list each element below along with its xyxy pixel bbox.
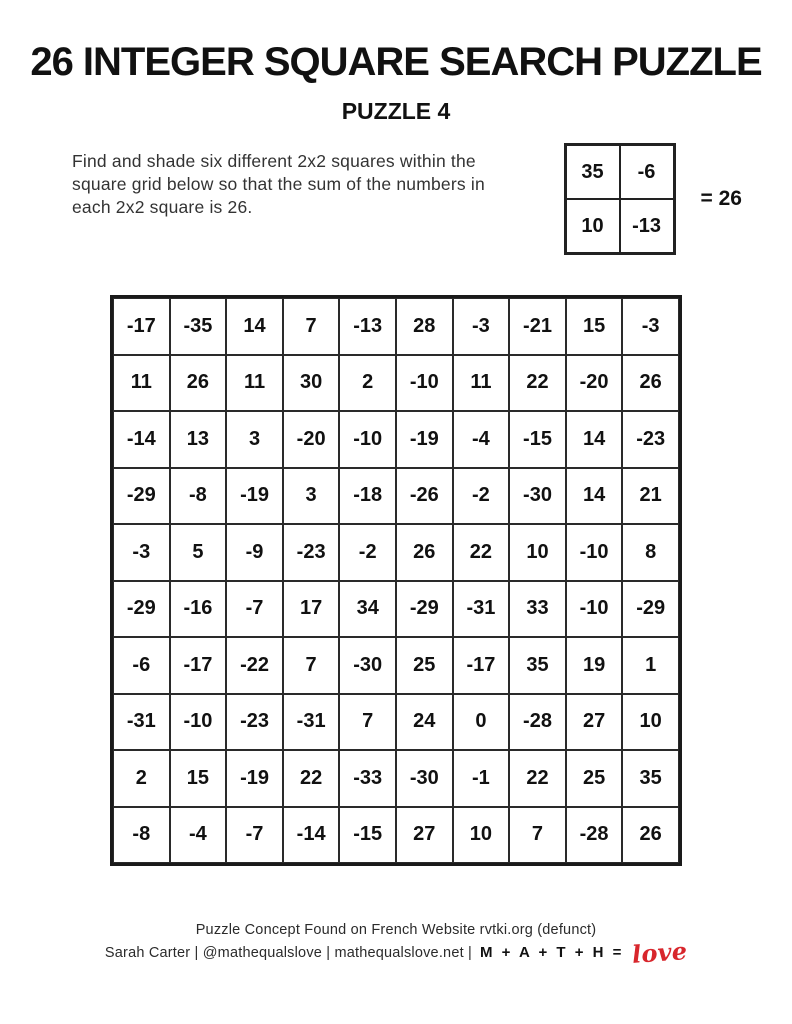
grid-cell[interactable]: -3 [113, 524, 170, 581]
grid-cell[interactable]: -7 [226, 807, 283, 864]
puzzle-grid [110, 295, 682, 866]
grid-cell[interactable]: -23 [226, 694, 283, 751]
grid-cell[interactable]: -15 [339, 807, 396, 864]
grid-cell[interactable]: 11 [226, 355, 283, 412]
grid-cell[interactable]: 35 [622, 750, 679, 807]
grid-cell[interactable]: -23 [283, 524, 340, 581]
grid-cell[interactable]: -31 [113, 694, 170, 751]
grid-cell[interactable]: 1 [622, 637, 679, 694]
grid-cell[interactable]: -13 [339, 298, 396, 355]
grid-cell[interactable]: -28 [566, 807, 623, 864]
grid-cell[interactable]: -20 [566, 355, 623, 412]
grid-cell[interactable]: 33 [509, 581, 566, 638]
grid-cell[interactable]: 35 [509, 637, 566, 694]
grid-cell[interactable]: 0 [453, 694, 510, 751]
grid-cell[interactable]: -1 [453, 750, 510, 807]
grid-cell[interactable]: 14 [226, 298, 283, 355]
example-cell: -6 [620, 145, 674, 199]
grid-cell[interactable]: 11 [453, 355, 510, 412]
grid-cell[interactable]: -26 [396, 468, 453, 525]
grid-cell[interactable]: -17 [170, 637, 227, 694]
grid-cell[interactable]: -35 [170, 298, 227, 355]
grid-cell[interactable]: -14 [113, 411, 170, 468]
grid-cell[interactable]: 25 [566, 750, 623, 807]
grid-cell[interactable]: 7 [283, 637, 340, 694]
grid-cell[interactable]: 15 [170, 750, 227, 807]
grid-cell[interactable]: -10 [566, 524, 623, 581]
page-title: 26 INTEGER SQUARE SEARCH PUZZLE [30, 40, 762, 84]
grid-cell[interactable]: -29 [113, 468, 170, 525]
grid-cell[interactable]: 26 [622, 355, 679, 412]
instructions-text: Find and shade six different 2x2 squares within the square grid below so that the sum of the numbers in each 2x2 square is 26. [72, 151, 485, 217]
grid-cell[interactable]: -14 [283, 807, 340, 864]
grid-cell[interactable]: 24 [396, 694, 453, 751]
grid-cell[interactable]: -29 [622, 581, 679, 638]
grid-cell[interactable]: 5 [170, 524, 227, 581]
grid-cell[interactable]: -10 [170, 694, 227, 751]
grid-cell[interactable]: 10 [622, 694, 679, 751]
grid-cell[interactable]: 8 [622, 524, 679, 581]
grid-cell[interactable]: -2 [339, 524, 396, 581]
grid-cell[interactable]: -20 [283, 411, 340, 468]
grid-cell[interactable]: -29 [396, 581, 453, 638]
grid-cell[interactable]: -15 [509, 411, 566, 468]
grid-cell[interactable]: -30 [509, 468, 566, 525]
puzzle-number-subtitle: PUZZLE 4 [341, 98, 451, 124]
grid-cell[interactable]: -19 [226, 750, 283, 807]
grid-cell[interactable]: -10 [396, 355, 453, 412]
grid-cell[interactable]: 7 [509, 807, 566, 864]
footer-concept-credit: Puzzle Concept Found on French Website rvtki.org (defunct) [195, 922, 597, 938]
grid-cell[interactable]: 22 [509, 750, 566, 807]
grid-cell[interactable]: 34 [339, 581, 396, 638]
grid-cell[interactable]: 19 [566, 637, 623, 694]
grid-cell[interactable]: -17 [453, 637, 510, 694]
grid-cell[interactable]: -21 [509, 298, 566, 355]
example-section [564, 143, 742, 255]
grid-cell[interactable]: 27 [566, 694, 623, 751]
grid-cell[interactable]: -28 [509, 694, 566, 751]
grid-cell[interactable]: -16 [170, 581, 227, 638]
grid-cell[interactable]: 26 [170, 355, 227, 412]
grid-cell[interactable]: 7 [339, 694, 396, 751]
grid-cell[interactable]: -22 [226, 637, 283, 694]
grid-cell[interactable]: 30 [283, 355, 340, 412]
grid-cell[interactable]: -10 [566, 581, 623, 638]
example-grid [564, 143, 676, 255]
grid-cell[interactable]: -19 [396, 411, 453, 468]
grid-cell[interactable]: -9 [226, 524, 283, 581]
grid-cell[interactable]: -8 [113, 807, 170, 864]
grid-cell[interactable]: -18 [339, 468, 396, 525]
grid-cell[interactable]: -7 [226, 581, 283, 638]
example-cell: 10 [566, 199, 620, 253]
grid-cell[interactable]: -4 [170, 807, 227, 864]
example-cell: -13 [620, 199, 674, 253]
grid-cell[interactable]: 10 [453, 807, 510, 864]
grid-cell[interactable]: -30 [339, 637, 396, 694]
grid-cell[interactable]: 2 [339, 355, 396, 412]
grid-cell[interactable]: -3 [622, 298, 679, 355]
grid-cell[interactable]: 22 [283, 750, 340, 807]
grid-cell[interactable]: -31 [453, 581, 510, 638]
grid-cell[interactable]: -23 [622, 411, 679, 468]
grid-cell[interactable]: -29 [113, 581, 170, 638]
grid-cell[interactable]: 26 [396, 524, 453, 581]
grid-cell[interactable]: 3 [226, 411, 283, 468]
grid-cell[interactable]: -4 [453, 411, 510, 468]
grid-cell[interactable]: 7 [283, 298, 340, 355]
grid-cell[interactable]: 22 [509, 355, 566, 412]
footer-credit-text: Sarah Carter | @mathequalslove | mathequalslove.net | [104, 944, 473, 961]
grid-cell[interactable]: 3 [283, 468, 340, 525]
grid-cell[interactable]: -3 [453, 298, 510, 355]
grid-cell[interactable]: 14 [566, 411, 623, 468]
grid-cell[interactable]: -2 [453, 468, 510, 525]
grid-cell[interactable]: -8 [170, 468, 227, 525]
love-script-logo: love [630, 936, 689, 969]
example-sum-label: = 26 [700, 187, 742, 210]
grid-cell[interactable]: -17 [113, 298, 170, 355]
grid-cell[interactable]: 10 [509, 524, 566, 581]
grid-cell[interactable]: 2 [113, 750, 170, 807]
grid-cell[interactable]: 26 [622, 807, 679, 864]
grid-cell[interactable]: 14 [566, 468, 623, 525]
intro-section [72, 150, 742, 255]
math-equals-love-label: M + A + T + H = [480, 944, 624, 962]
grid-cell[interactable]: 13 [170, 411, 227, 468]
grid-cell[interactable]: 25 [396, 637, 453, 694]
grid-cell[interactable]: 22 [453, 524, 510, 581]
grid-cell[interactable]: -10 [339, 411, 396, 468]
grid-cell[interactable]: -6 [113, 637, 170, 694]
grid-cell[interactable]: 27 [396, 807, 453, 864]
grid-cell[interactable]: 15 [566, 298, 623, 355]
grid-cell[interactable]: 11 [113, 355, 170, 412]
grid-cell[interactable]: 17 [283, 581, 340, 638]
grid-cell[interactable]: 21 [622, 468, 679, 525]
footer-author-credit [0, 936, 792, 969]
grid-cell[interactable]: 28 [396, 298, 453, 355]
grid-cell[interactable]: -19 [226, 468, 283, 525]
grid-cell[interactable]: -31 [283, 694, 340, 751]
grid-cell[interactable]: -33 [339, 750, 396, 807]
grid-cell[interactable]: -30 [396, 750, 453, 807]
example-cell: 35 [566, 145, 620, 199]
footer [0, 922, 792, 969]
